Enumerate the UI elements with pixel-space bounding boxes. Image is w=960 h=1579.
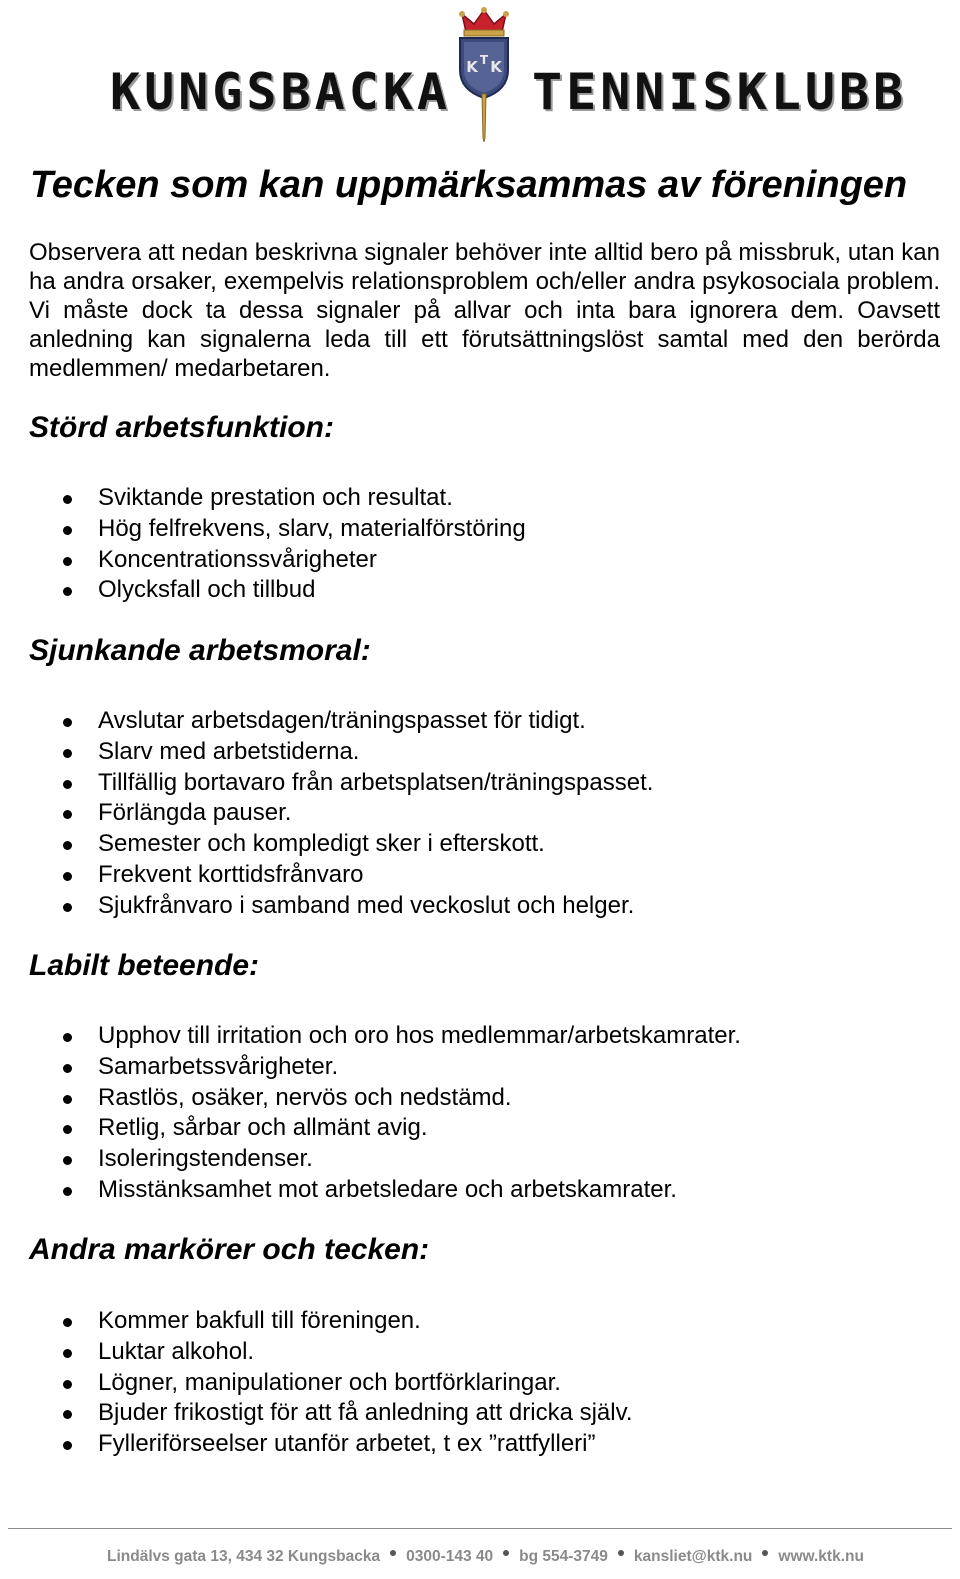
footer-phone: 0300-143 40 [406, 1548, 494, 1565]
footer-separator-icon [762, 1550, 768, 1556]
section-heading-andra-markorer: Andra markörer och tecken: [29, 1233, 430, 1266]
bullet-icon [63, 1156, 72, 1165]
svg-text:K: K [490, 58, 502, 76]
page-title: Tecken som kan uppmärksammas av föreningen [30, 164, 908, 206]
bullet-icon [63, 841, 72, 850]
footer-divider [8, 1528, 952, 1529]
svg-text:K: K [466, 58, 478, 76]
club-emblem-icon [452, 6, 516, 142]
club-logo [0, 0, 960, 145]
footer-bankgiro: bg 554-3749 [519, 1548, 608, 1565]
section-heading-labilt-beteende: Labilt beteende: [29, 949, 260, 982]
footer-contact [107, 1547, 864, 1567]
section-heading-sjunkande-arbetsmoral: Sjunkande arbetsmoral: [29, 634, 371, 667]
bullet-icon [63, 495, 72, 504]
footer-separator-icon [503, 1550, 509, 1556]
club-name-right: TENNISKLUBB [532, 63, 908, 121]
bullet-icon [63, 1187, 72, 1196]
bullet-icon [63, 718, 72, 727]
bullet-icon [63, 872, 72, 881]
club-name-left: KUNGSBACKA [110, 63, 452, 121]
bullet-icon [63, 1033, 72, 1042]
bullet-icon [63, 903, 72, 912]
intro-paragraph: Observera att nedan beskrivna signaler behöver inte alltid bero på missbruk, utan kan ha andra orsaker, exempelvis relationsproblem och/eller andra psykosociala problem. Vi måste dock ta dessa signaler på allvar och inta bara ignorera dem. Oavsett anledning kan signalerna leda till ett förutsättningslöst samtal med den berörda medlemmen/ medarbetaren. [29, 239, 940, 382]
bullet-icon [63, 557, 72, 566]
section-heading-stord-arbetsfunktion: Störd arbetsfunktion: [29, 411, 334, 444]
bullet-icon [63, 587, 72, 596]
svg-text:T: T [479, 53, 489, 67]
footer-email[interactable]: kansliet@ktk.nu [633, 1548, 753, 1565]
bullet-icon [63, 1095, 72, 1104]
bullet-icon [63, 1064, 72, 1073]
footer-website[interactable]: www.ktk.nu [778, 1548, 864, 1565]
bullet-icon [63, 1125, 72, 1134]
bullet-icon [63, 1441, 72, 1450]
bullet-icon [63, 1380, 72, 1389]
footer-separator-icon [390, 1550, 396, 1556]
bullet-icon [63, 780, 72, 789]
bullet-icon [63, 749, 72, 758]
bullet-icon [63, 810, 72, 819]
footer-separator-icon [618, 1550, 624, 1556]
bullet-icon [63, 1349, 72, 1358]
bullet-icon [63, 1410, 72, 1419]
bullet-icon [63, 526, 72, 535]
bullet-icon [63, 1318, 72, 1327]
footer-address: Lindälvs gata 13, 434 32 Kungsbacka [107, 1548, 381, 1565]
